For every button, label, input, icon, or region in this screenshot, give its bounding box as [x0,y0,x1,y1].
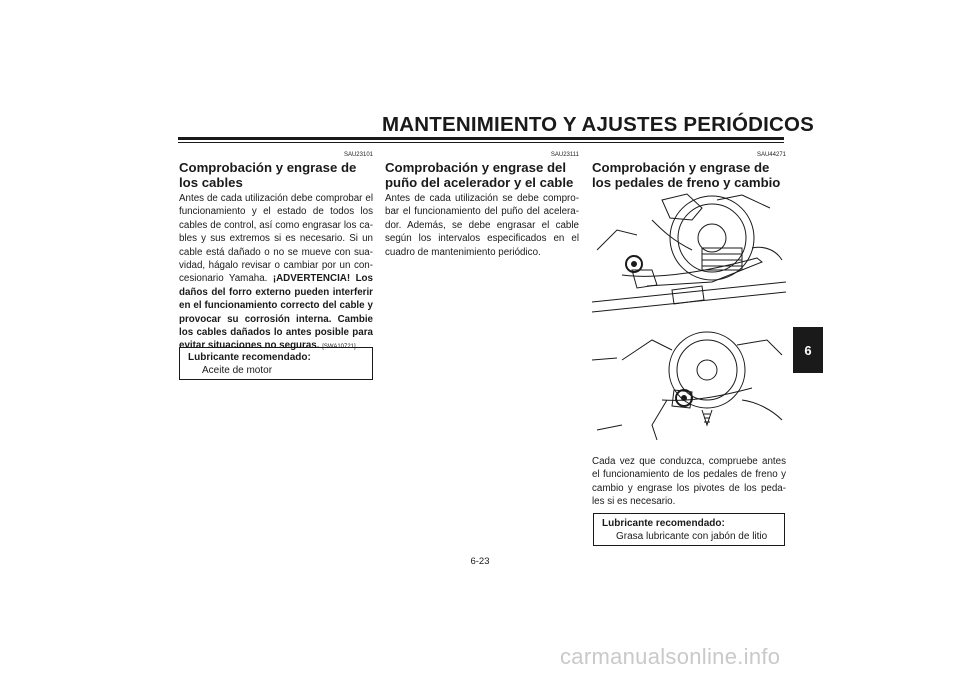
section-code: SAU44271 [756,152,786,158]
watermark: carmanualsonline.info [560,644,781,669]
lubricant-label: Lubricante recomendado: [188,352,311,363]
lubricant-value: Grasa lubricante con jabón de litio [616,530,768,542]
column-throttle [385,151,579,259]
brake-pedal-illustration [592,190,786,328]
chapter-tab: 6 [793,327,823,373]
page-header-title: MANTENIMIENTO Y AJUSTES PERIÓDICOS [382,113,815,136]
section-heading-cables: Comprobación y engrase de los cables [179,160,357,190]
section-body-cables [179,192,373,355]
warning-text: ¡ADVERTENCIA! Los daños del forro externo pueden interferir en el funcionamiento correcto del cable y provocar su corrosión interna. Cambie los cables dañados lo antes posible para evitar situaciones no seguras. [179,273,373,352]
section-code: SAU23101 [343,152,373,158]
column-cables [179,151,373,355]
column-pedals [592,151,786,190]
section-heading-pedals: Comprobación y engrase de los pedales de freno y cambio [592,160,781,190]
section-body-pedals: Cada vez que conduzca, compruebe antes el funcionamiento de los pedales de freno y cambio y engrase los pivotes de los peda-les si es necesario. [592,456,786,508]
section-body-throttle: Antes de cada utilización se debe compro-bar el funcionamiento del puño del acelera-dor. Además, se debe engrasar el cable según los intervalos especificados en el cuadro de mantenimiento periódico. [385,193,579,258]
lubricant-box-pedals [593,513,785,546]
lubricant-label: Lubricante recomendado: [602,518,725,529]
lubricant-box-cables [179,347,373,380]
header-rule-thick [178,137,784,140]
shift-pedal-illustration [592,330,786,450]
lubricant-value: Aceite de motor [202,364,273,376]
warning-code: [SWA10721] [322,344,356,351]
section-code: SAU23111 [550,152,579,158]
body-text: Antes de cada utilización debe comprobar el funcionamiento y el estado de todos los cables de control, así como engrasar los ca-bles y sus extremos si es necesario. Si un cable está dañado o no se mueve con sua-vidad, hágalo revisar o cambiar por un con-cesionario Yamaha. [179,193,373,285]
header-rule-thin [178,142,784,143]
section-heading-throttle: Comprobación y engrase del puño del acelerador y el cable [385,160,574,190]
page-number: 6-23 [470,556,490,567]
